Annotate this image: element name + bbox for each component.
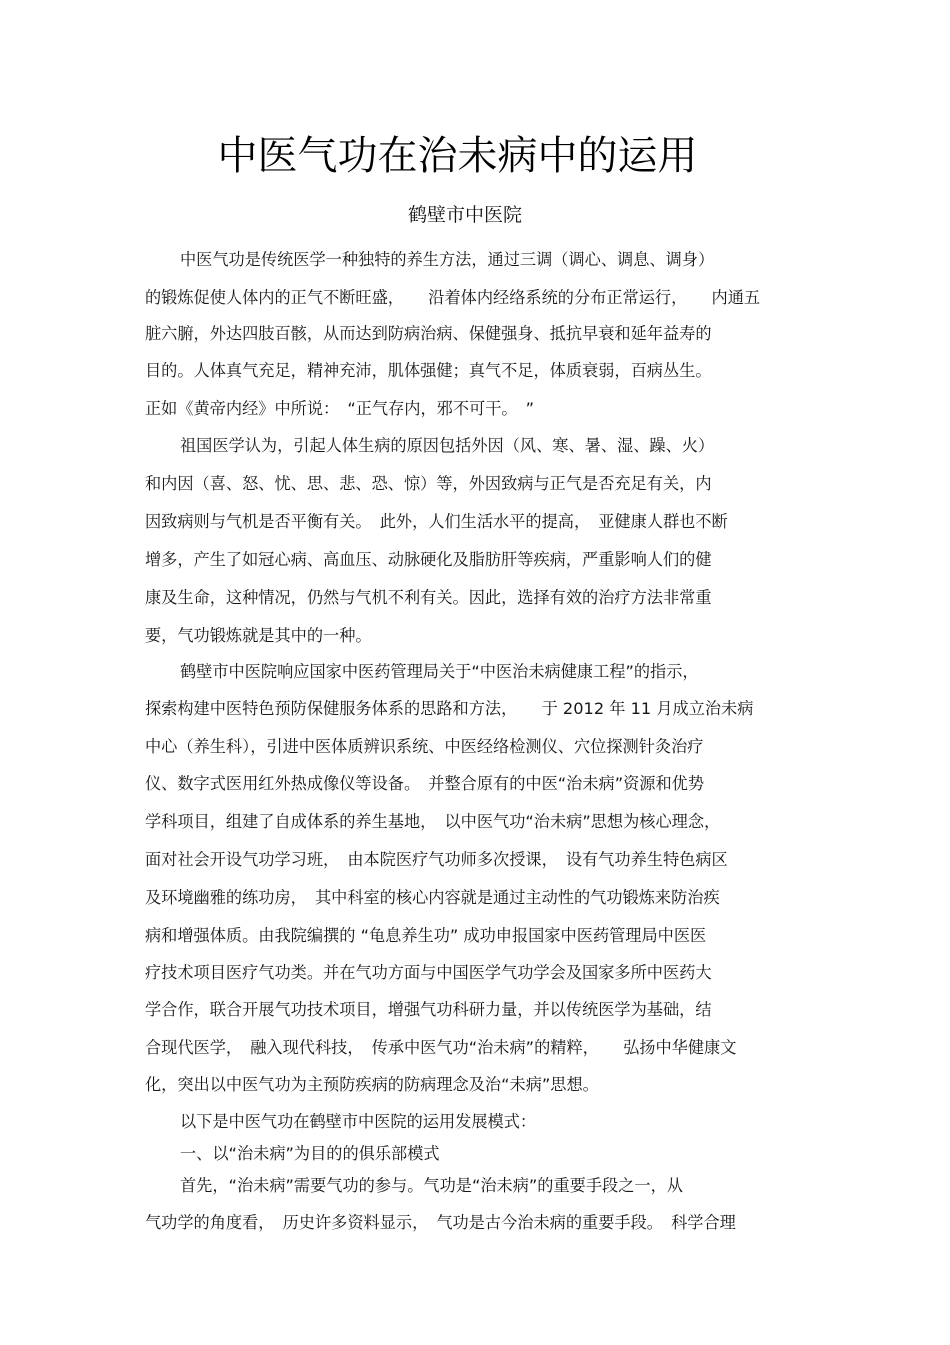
text-line: 化，突出以中医气功为主预防疾病的防病理念及治“未病”思想。 [145,1075,599,1094]
document-title: 中医气功在治未病中的运用 [217,133,698,179]
text-line: 仪、数字式医用红外热成像仪等设备。 并整合原有的中医“治未病”资源和优势 [145,774,705,793]
text-line: 因致病则与气机是否平衡有关。 此外，人们生活水平的提高， 亚健康人群也不断 [145,512,728,531]
text-line: 正如《黄帝内经》中所说： “正气存内，邪不可干。 ” [145,399,535,418]
text-line: 要，气功锻炼就是其中的一种。 [145,626,372,645]
text-line: 病和增强体质。由我院编撰的 “龟息养生功” 成功申报国家中医药管理局中医医 [145,926,707,945]
text-line: 气功学的角度看， 历史许多资料显示， 气功是古今治未病的重要手段。 科学合理 [145,1213,736,1232]
text-line: 增多，产生了如冠心病、高血压、动脉硬化及脂肪肝等疾病，严重影响人们的健 [145,550,712,569]
text-line: 脏六腑，外达四肢百骸，从而达到防病治病、保健强身、抵抗早衰和延年益寿的 [145,324,712,343]
document-subtitle: 鹤壁市中医院 [407,204,522,226]
text-line: 以下是中医气功在鹤壁市中医院的运用发展模式： [180,1112,537,1131]
text-line: 中心（养生科），引进中医体质辨识系统、中医经络检测仪、穴位探测针灸治疗 [145,737,704,756]
text-line: 首先，“治未病”需要气功的参与。气功是“治未病”的重要手段之一，从 [180,1176,683,1195]
section-heading: 一、以“治未病”为目的的俱乐部模式 [180,1144,440,1163]
text-line: 目的。人体真气充足，精神充沛，肌体强健；真气不足，体质衰弱，百病丛生。 [145,361,712,380]
text-line: 合现代医学， 融入现代科技， 传承中医气功“治未病”的精粹， 弘扬中华健康文 [145,1038,737,1057]
text-line: 的锻炼促使人体内的正气不断旺盛， 沿着体内经络系统的分布正常运行， 内通五 [145,288,761,307]
text-line: 祖国医学认为，引起人体生病的原因包括外因（风、寒、暑、湿、躁、火） [180,436,715,455]
text-line: 探索构建中医特色预防保健服务体系的思路和方法， 于 2012 年 11 月成立治未病 [145,699,754,718]
text-line: 学合作，联合开展气功技术项目，增强气功科研力量，并以传统医学为基础，结 [145,1000,712,1019]
text-line: 学科项目，组建了自成体系的养生基地， 以中医气功“治未病”思想为核心理念， [145,812,721,831]
text-line: 和内因（喜、怒、忧、思、悲、恐、惊）等，外因致病与正气是否充足有关，内 [145,474,712,493]
text-line: 中医气功是传统医学一种独特的养生方法，通过三调（调心、调息、调身） [180,250,715,269]
text-line: 面对社会开设气功学习班， 由本院医疗气功师多次授课， 设有气功养生特色病区 [145,850,728,869]
text-line: 疗技术项目医疗气功类。并在气功方面与中国医学气功学会及国家多所中医药大 [145,963,712,982]
text-line: 康及生命，这种情况，仍然与气机不利有关。因此，选择有效的治疗方法非常重 [145,588,712,607]
text-line: 鹤壁市中医院响应国家中医药管理局关于“中医治未病健康工程”的指示， [180,662,699,681]
text-line: 及环境幽雅的练功房， 其中科室的核心内容就是通过主动性的气功锻炼来防治疾 [145,888,720,907]
